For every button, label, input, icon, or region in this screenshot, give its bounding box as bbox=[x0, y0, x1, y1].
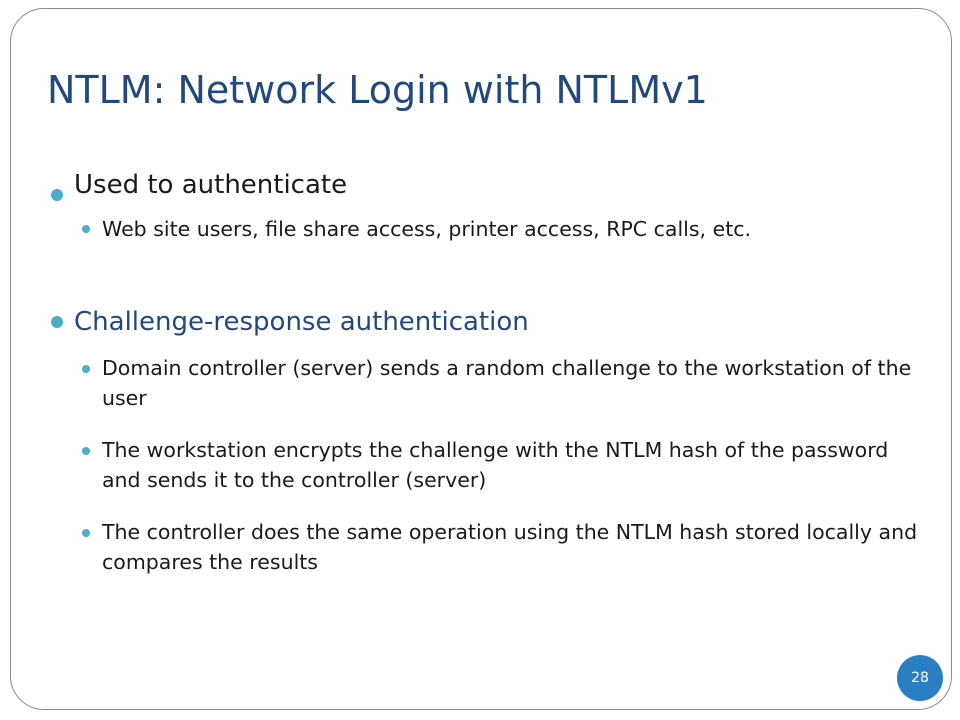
sub-bullet-dot-icon bbox=[82, 225, 90, 233]
sub-bullet-dot-icon bbox=[82, 529, 90, 537]
bullet-heading: Challenge-response authentication bbox=[74, 307, 529, 337]
page-number-badge: 28 bbox=[897, 655, 943, 701]
slide-title: NTLM: Network Login with NTLMv1 bbox=[47, 68, 708, 112]
bullet-dot-icon bbox=[51, 189, 63, 201]
bullet-dot-icon bbox=[51, 316, 63, 328]
sub-bullet-dot-icon bbox=[82, 365, 90, 373]
slide bbox=[10, 8, 952, 710]
bullet-heading: Used to authenticate bbox=[74, 170, 348, 200]
sub-bullet-dot-icon bbox=[82, 447, 90, 455]
sub-bullet: The workstation encrypts the challenge with the NTLM hash of the password and sends it to the controller (server) bbox=[102, 438, 889, 492]
sub-bullet: Domain controller (server) sends a random challenge to the workstation of the user bbox=[102, 356, 912, 410]
sub-bullet: The controller does the same operation using the NTLM hash stored locally and compares the results bbox=[102, 520, 918, 574]
sub-bullet: Web site users, file share access, printer access, RPC calls, etc. bbox=[102, 217, 752, 241]
